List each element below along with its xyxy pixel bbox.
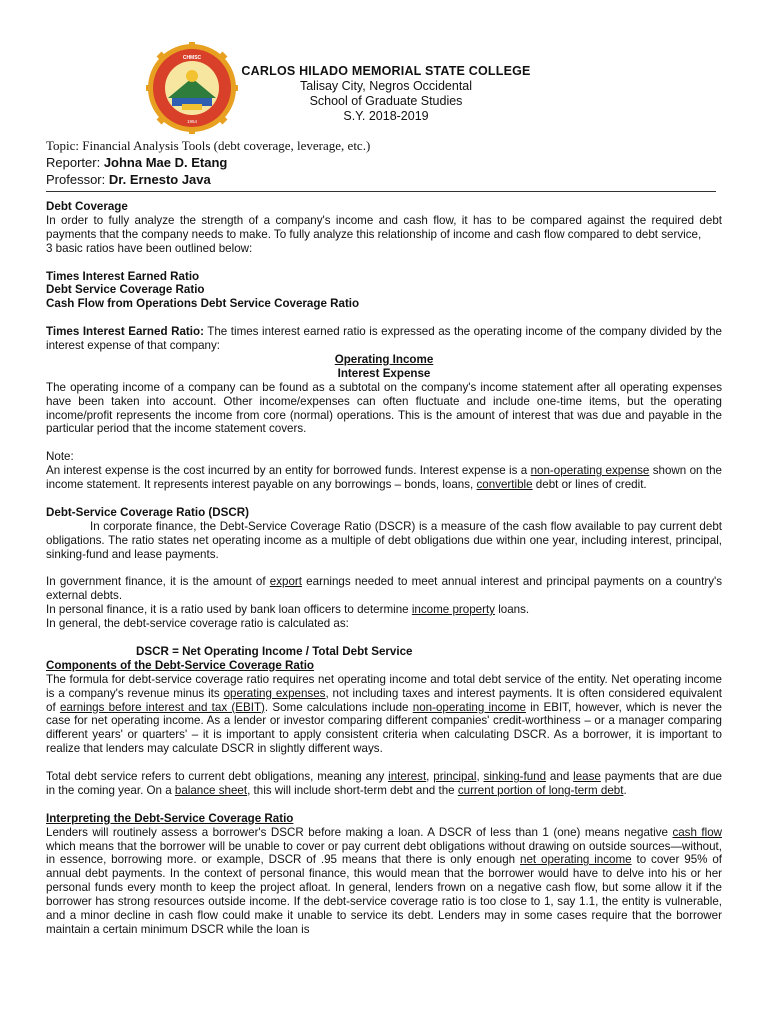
tds-text-3: , this will include short-term debt and the	[247, 783, 458, 797]
section-heading-dscr: Debt-Service Coverage Ratio (DSCR)	[46, 505, 249, 519]
note-label: Note:	[46, 450, 74, 464]
link-cash-flow[interactable]: cash flow	[672, 825, 723, 839]
topic-line	[46, 137, 370, 154]
link-convertible[interactable]: convertible	[476, 478, 533, 492]
link-net-operating-income[interactable]: net operating income	[520, 853, 632, 867]
paragraph-personal-finance	[46, 603, 722, 617]
comp-text-1: The formula for debt-service coverage ratio requires net operating income and total debt service of the entity. Net operating income is a company's revenue minus its	[46, 672, 722, 700]
fraction-numerator: Operating Income	[334, 352, 434, 366]
comp-text-4: in EBIT, however, which is never the case for net operating income. As a lender or investor comparing different companies' credit-worthiness – or a manager comparing different years' or quarters' – it is important to apply consistent criteria when calculating DSCR. As a borrower, it is important to realize that lenders may calculate DSCR in slightly different ways.	[46, 700, 722, 756]
pf-text-2: loans.	[494, 603, 530, 617]
tds-sep-3: and	[546, 770, 574, 784]
section-heading-debt-coverage: Debt Coverage	[46, 200, 128, 213]
paragraph-dscr-definition: In corporate finance, the Debt-Service Coverage Ratio (DSCR) is a measure of the cash flow available to pay current debt obligations. The ratio states net operating income as a multiple of debt obligations due within one year, including interest, principal, sinking-fund and lease payments.	[46, 519, 722, 561]
note-text-2: shown on the income statement. It represents interest payable on any borrowings – bonds, loans,	[46, 464, 722, 492]
document-body	[46, 200, 722, 937]
paragraph-intro: In order to fully analyze the strength of a company's income and cash flow, it has to be compared against the required debt payments that the company needs to make. To fully analyze this relationship of income and cash flow compared to debt service,	[46, 213, 722, 241]
gov-text-2: earnings needed to meet annual interest and principal payments on a country's external debts.	[46, 575, 722, 603]
comp-text-3: . Some calculations include	[264, 700, 413, 714]
reporter-name: Johna Mae D. Etang	[103, 155, 228, 170]
professor-name: Dr. Ernesto Java	[108, 172, 211, 187]
tds-text-2: payments that are due in the coming year. On a	[46, 770, 722, 797]
interp-text-1: Lenders will routinely assess a borrower's DSCR before making a loan. A DSCR of less than 1 (one) means negative	[46, 825, 673, 839]
link-sinking-fund[interactable]: sinking-fund	[483, 770, 547, 784]
link-balance-sheet[interactable]: balance sheet	[174, 783, 248, 797]
ratio-item-2: Debt Service Coverage Ratio	[46, 283, 205, 297]
paragraph-ratios-intro: 3 basic ratios have been outlined below:	[46, 241, 253, 255]
section-heading-interpreting: Interpreting the Debt-Service Coverage Ratio	[46, 811, 294, 825]
interp-text-2: which means that the borrower will be unable to cover or pay current debt obligations without drawing on outside sources—without, in essence, borrowing more. or example, DSCR of .95 means that there is only enough	[46, 839, 722, 867]
professor-label: Professor:	[46, 172, 109, 187]
tds-sep-2: ,	[476, 770, 484, 784]
tds-text-1: Total debt service refers to current debt obligations, meaning any	[46, 770, 389, 784]
header-divider	[46, 191, 716, 192]
link-non-operating-expense[interactable]: non-operating expense	[530, 464, 650, 478]
link-current-portion-long-term-debt[interactable]: current portion of long-term debt	[457, 783, 624, 797]
section-heading-components: Components of the Debt-Service Coverage Ratio	[46, 658, 314, 672]
college-city: Talisay City, Negros Occidental	[299, 79, 473, 93]
link-income-property[interactable]: income property	[411, 603, 495, 617]
paragraph-operating-income: The operating income of a company can be found as a subtotal on the company's income statement after all operating expenses have been taken into account. Other income/expenses can often fluctuate and include one-time items, but the operating income/profit represents the income from core (normal) operations. This is the amount of interest that was due and payable in the particular period that the income statement covers.	[46, 380, 722, 436]
link-export[interactable]: export	[269, 575, 302, 589]
report-meta	[46, 137, 370, 188]
link-interest[interactable]: interest	[388, 770, 427, 784]
note-text-3: debt or lines of credit.	[532, 478, 647, 492]
interp-text-3: to cover 95% of annual debt payments. In the context of personal finance, this would mean that the borrower would have to delve into his or her personal funds every month to keep the project afloat. In general, lenders frown on a negative cash flow, but some allow it if the borrower has strong resources outside income. If the debt-service coverage ratio is too close to 1, say 1.1, the entity is vulnerable, and a minor decline in cash flow could make it unable to service its debt. Lenders may in some cases require that the borrower maintain a certain minimum DSCR while the loan is	[46, 853, 722, 936]
topic-label: Topic: Financial Analysis Tools	[46, 138, 211, 153]
note-text-1: An interest expense is the cost incurred by an entity for borrowed funds. Interest expense is a	[46, 464, 531, 478]
link-non-operating-income[interactable]: non-operating income	[412, 700, 526, 714]
paragraph-interpreting	[46, 826, 722, 937]
link-lease[interactable]: lease	[573, 770, 601, 784]
gov-text-1: In government finance, it is the amount of	[46, 575, 270, 589]
tds-text-4: .	[623, 783, 627, 797]
comp-text-2: , not including taxes and interest payments. It is often considered equivalent of	[46, 686, 722, 714]
reporter-label: Reporter:	[46, 155, 104, 170]
college-seal-logo	[146, 42, 238, 134]
college-header	[236, 64, 536, 124]
paragraph-total-debt-service	[46, 770, 722, 798]
paragraph-components	[46, 673, 722, 756]
svg-text:1954: 1954	[186, 119, 198, 124]
topic-detail: (debt coverage, leverage, etc.)	[210, 138, 371, 153]
tie-text: The times interest earned ratio is expressed as the operating income of the company divided by the interest expense of that company:	[46, 325, 722, 353]
professor-line	[46, 171, 370, 188]
paragraph-note	[46, 464, 722, 492]
college-name: CARLOS HILADO MEMORIAL STATE COLLEGE	[241, 64, 531, 78]
school-year: S.Y. 2018-2019	[343, 109, 429, 123]
dscr-formula: DSCR = Net Operating Income / Total Debt Service	[136, 644, 413, 658]
ratio-item-3: Cash Flow from Operations Debt Service Coverage Ratio	[46, 297, 360, 311]
svg-text:CHMSC: CHMSC	[182, 55, 202, 61]
link-ebit[interactable]: earnings before interest and tax (EBIT)	[59, 700, 265, 714]
link-principal[interactable]: principal	[433, 770, 477, 784]
fraction-denominator: Interest Expense	[337, 366, 431, 380]
tds-sep-1: ,	[426, 770, 434, 784]
pf-text-1: In personal finance, it is a ratio used by bank loan officers to determine	[46, 603, 412, 617]
ratio-item-1: Times Interest Earned Ratio	[46, 269, 200, 283]
reporter-line	[46, 154, 370, 171]
link-operating-expenses[interactable]: operating expenses	[223, 686, 326, 700]
paragraph-tie	[46, 325, 722, 353]
school-name: School of Graduate Studies	[309, 94, 463, 108]
paragraph-government-finance	[46, 575, 722, 603]
tie-heading: Times Interest Earned Ratio:	[46, 325, 204, 339]
paragraph-general: In general, the debt-service coverage ratio is calculated as:	[46, 617, 349, 631]
